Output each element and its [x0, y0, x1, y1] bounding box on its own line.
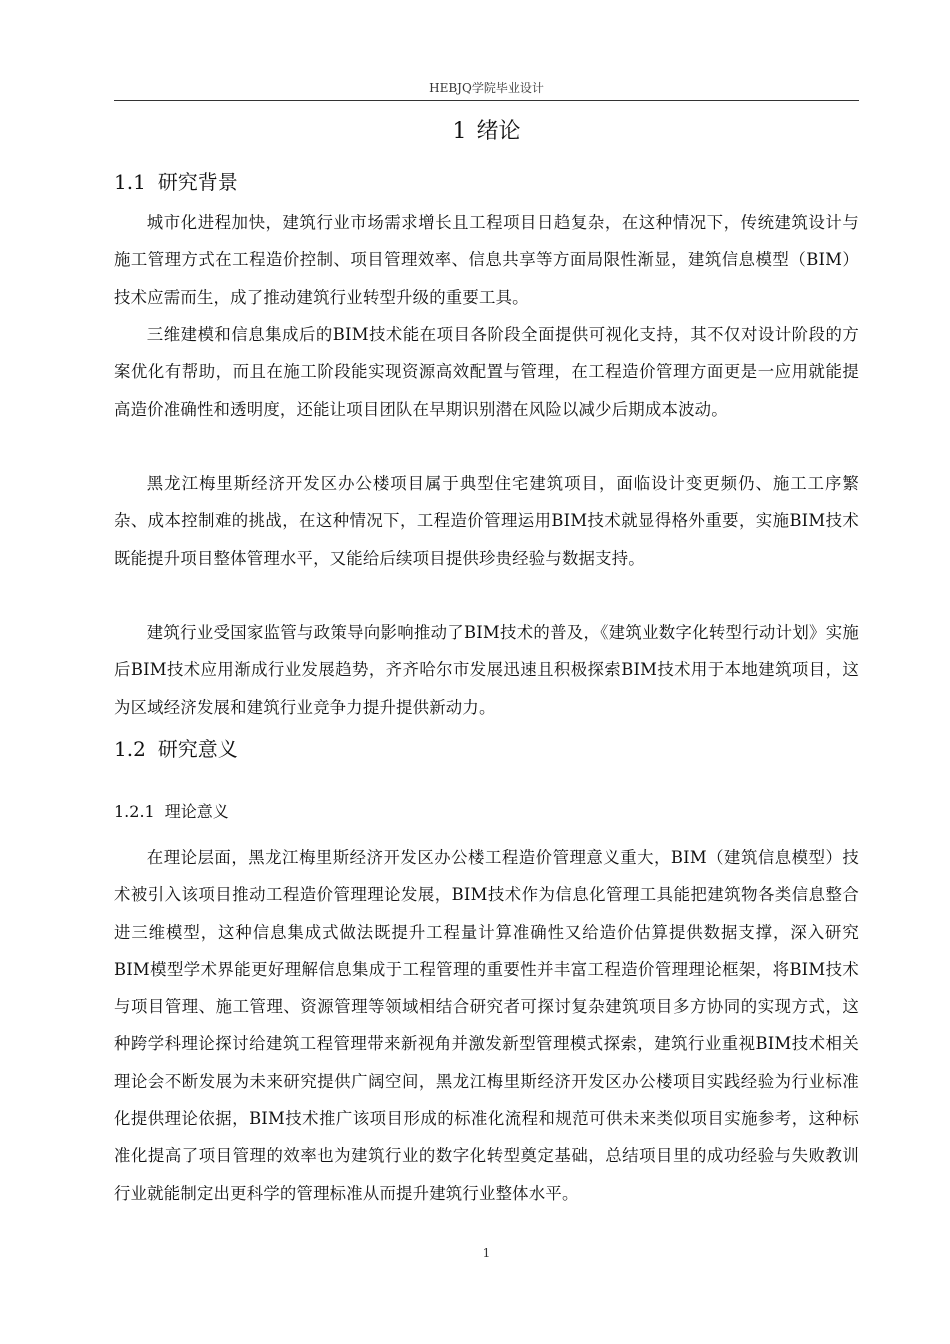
section-heading-1-2 [114, 733, 238, 762]
header-rule [114, 100, 859, 101]
subsection-title: 理论意义 [164, 802, 229, 821]
subsection-heading-1-2-1 [114, 799, 229, 822]
section-title: 研究意义 [157, 737, 238, 761]
paragraph: 建筑行业受国家监管与政策导向影响推动了BIM技术的普及，《建筑业数字化转型行动计划》实施后BIM技术应用渐成行业发展趋势，齐齐哈尔市发展迅速且积极探索BIM技术用于本地建筑项目，这为区域经济发展和建筑行业竞争力提升提供新动力。 [114, 623, 859, 717]
section-heading-1-1 [114, 166, 238, 195]
paragraph: 黑龙江梅里斯经济开发区办公楼项目属于典型住宅建筑项目，面临设计变更频仍、施工工序繁杂、成本控制难的挑战，在这种情况下，工程造价管理运用BIM技术就显得格外重要，实施BIM技术既能提升项目整体管理水平，又能给后续项目提供珍贵经验与数据支持。 [114, 474, 859, 568]
page-header: HEBJQ学院毕业设计 [429, 81, 544, 95]
section-number: 1.1 [114, 170, 146, 194]
chapter-title-text: 绪论 [476, 119, 521, 144]
subsection-number: 1.2.1 [114, 802, 155, 821]
paragraph: 在理论层面，黑龙江梅里斯经济开发区办公楼工程造价管理意义重大，BIM（建筑信息模型）技术被引入该项目推动工程造价管理理论发展，BIM技术作为信息化管理工具能把建筑物各类信息整合进三维模型，这种信息集成式做法既提升工程量计算准确性又给造价估算提供数据支撑，深入研究BIM模型学术界能更好理解信息集成于工程管理的重要性并丰富工程造价管理理论框架，将BIM技术与项目管理、施工管理、资源管理等领域相结合研究者可探讨复杂建筑项目多方协同的实现方式，这种跨学科理论探讨给建筑工程管理带来新视角并激发新型管理模式探索，建筑行业重视BIM技术相关理论会不断发展为未来研究提供广阔空间，黑龙江梅里斯经济开发区办公楼项目实践经验为行业标准化提供理论依据，BIM技术推广该项目形成的标准化流程和规范可供未来类似项目实施参考，这种标准化提高了项目管理的效率也为建筑行业的数字化转型奠定基础，总结项目里的成功经验与失败教训行业就能制定出更科学的管理标准从而提升建筑行业整体水平。 [114, 848, 859, 1203]
chapter-number: 1 [452, 119, 467, 144]
section-number: 1.2 [114, 737, 146, 761]
paragraph: 城市化进程加快，建筑行业市场需求增长且工程项目日趋复杂，在这种情况下，传统建筑设计与施工管理方式在工程造价控制、项目管理效率、信息共享等方面局限性渐显，建筑信息模型（BIM）技术应需而生，成了推动建筑行业转型升级的重要工具。 [114, 213, 859, 307]
section-title: 研究背景 [157, 170, 238, 194]
chapter-title [114, 114, 859, 145]
paragraph: 三维建模和信息集成后的BIM技术能在项目各阶段全面提供可视化支持，其不仅对设计阶段的方案优化有帮助，而且在施工阶段能实现资源高效配置与管理，在工程造价管理方面更是一应用就能提高造价准确性和透明度，还能让项目团队在早期识别潜在风险以减少后期成本波动。 [114, 325, 859, 419]
page-number: 1 [482, 1246, 491, 1260]
